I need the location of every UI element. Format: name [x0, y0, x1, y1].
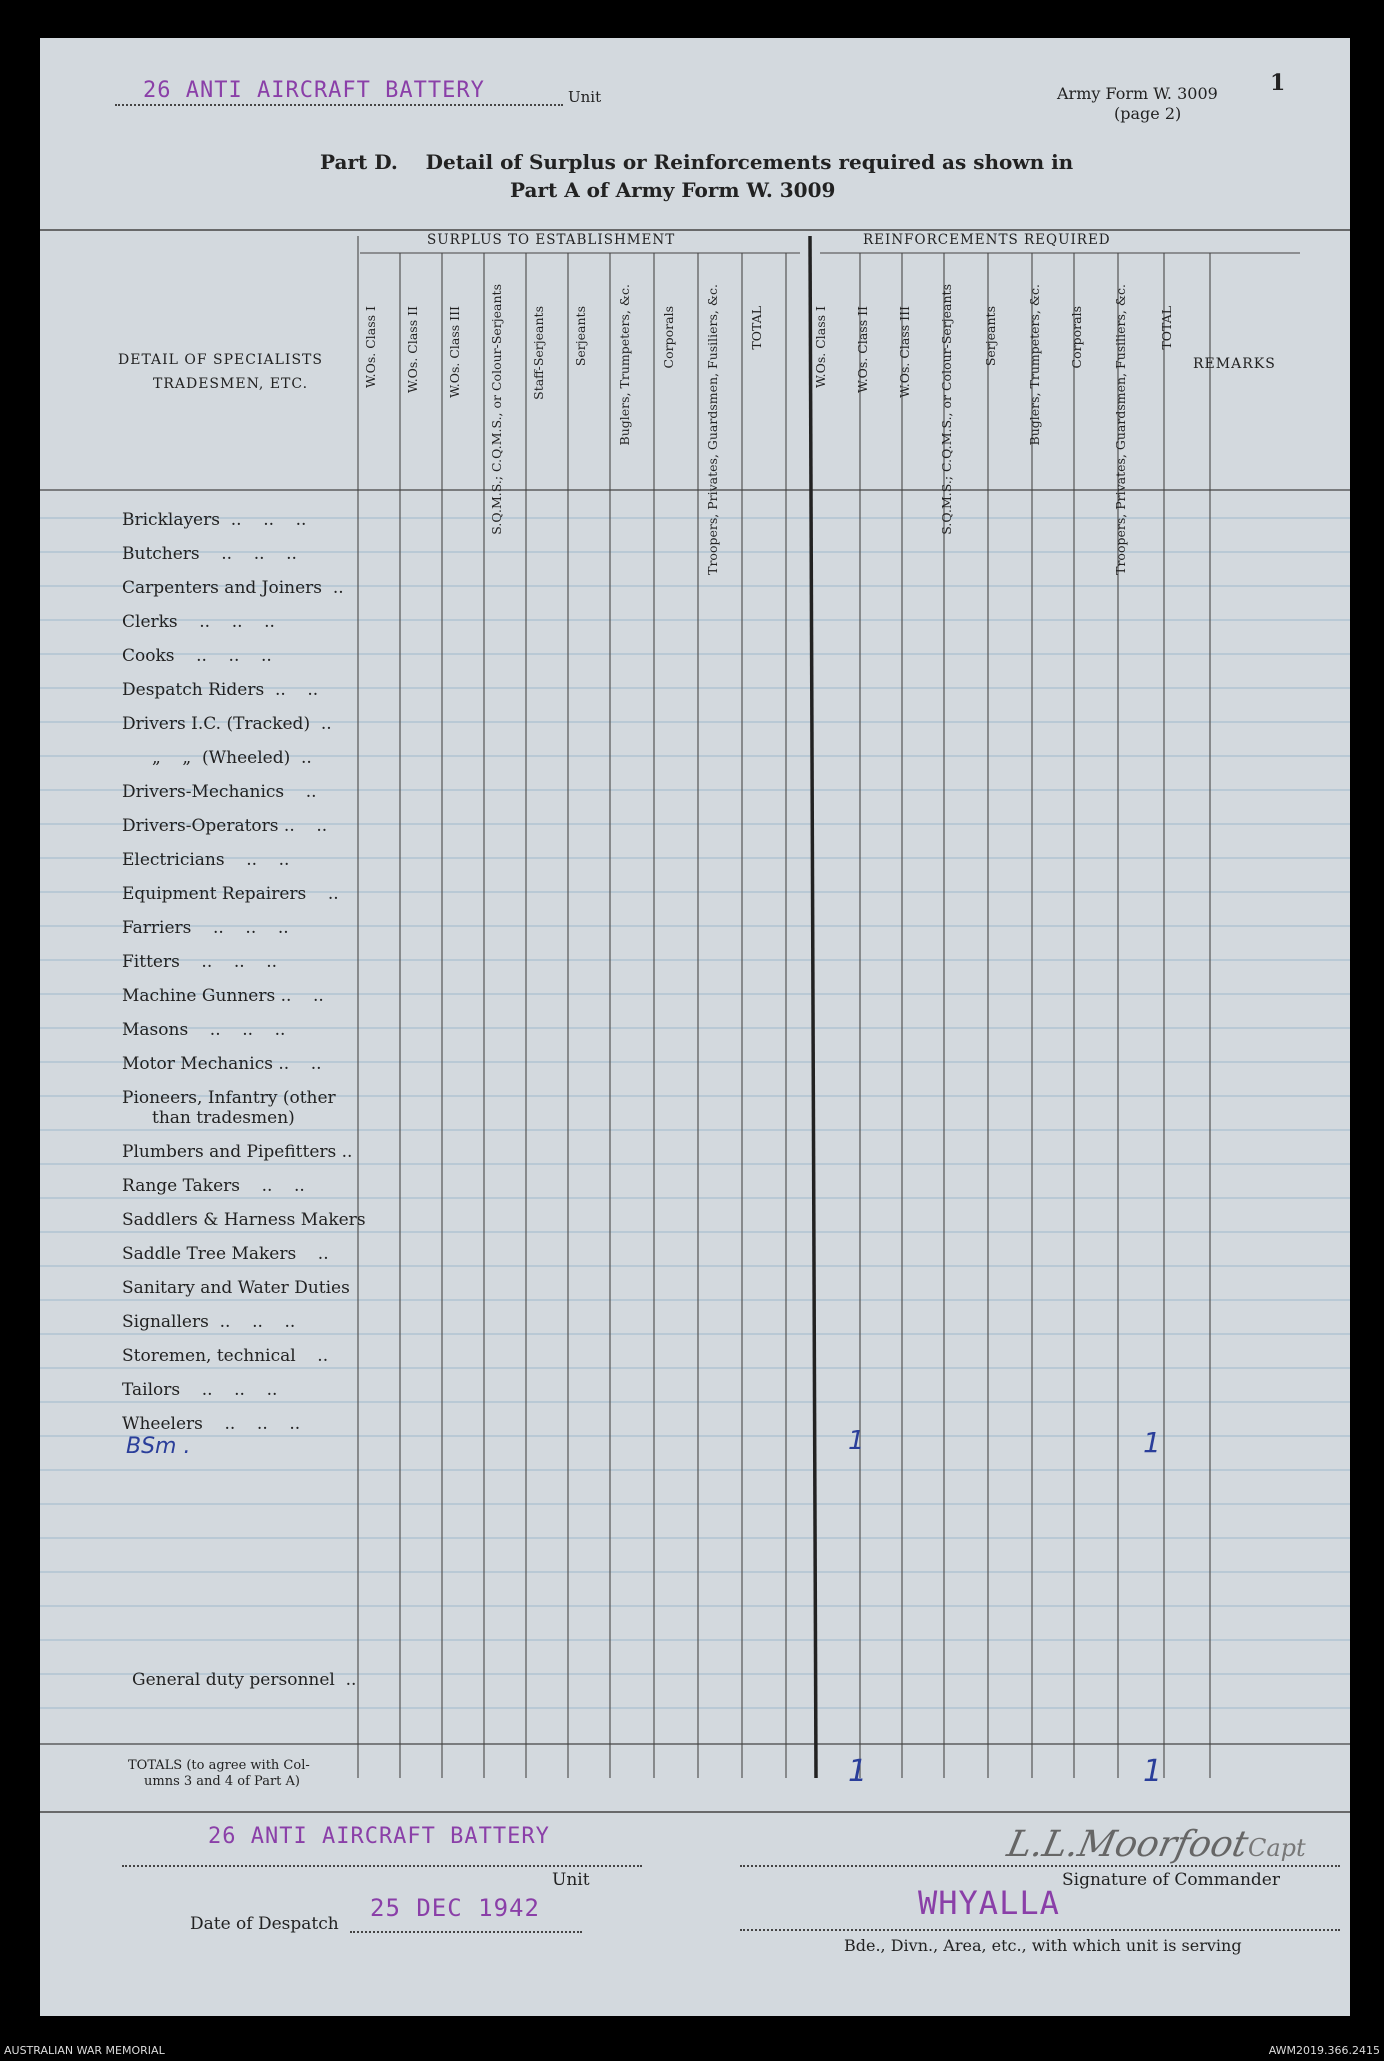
- surplus-col-header: W.Os. Class III: [447, 306, 462, 398]
- specialist-row-label: Machine Gunners .. ..: [122, 986, 324, 1006]
- specialist-row-label: Storemen, technical ..: [122, 1346, 329, 1366]
- detail-header-line2: TRADESMEN, ETC.: [153, 376, 309, 392]
- specialist-row-label: Despatch Riders .. ..: [122, 680, 319, 700]
- reinforcement-col-header: Serjeants: [983, 306, 998, 367]
- footer-unit-label: Unit: [552, 1870, 590, 1890]
- signature: L.L.Moorfoot: [1003, 1824, 1252, 1865]
- surplus-col-header: Staff-Serjeants: [531, 306, 546, 400]
- specialist-row-label: „ „ (Wheeled) ..: [152, 748, 312, 768]
- reinforcement-col-header: TOTAL: [1159, 306, 1174, 350]
- reinforcements-group-header: REINFORCEMENTS REQUIRED: [863, 232, 1111, 248]
- reinforcement-col-header: W.Os. Class III: [897, 306, 912, 398]
- corner-mark: 1: [1270, 70, 1286, 96]
- specialist-row-label: Signallers .. .. ..: [122, 1312, 296, 1332]
- signature-rank: Capt: [1248, 1834, 1306, 1862]
- reinforcement-col-header: Troopers, Privates, Guardsmen, Fusiliers, &c.: [1113, 284, 1128, 575]
- signature-label: Signature of Commander: [1062, 1870, 1280, 1890]
- form-title-line1: Part D. Detail of Surplus or Reinforcements required as shown in: [320, 150, 1074, 174]
- specialist-row-label: Drivers-Mechanics ..: [122, 782, 317, 802]
- detail-header-line1: DETAIL OF SPECIALISTS: [118, 352, 323, 368]
- date-label: Date of Despatch: [190, 1914, 339, 1934]
- surplus-col-header: Troopers, Privates, Guardsmen, Fusiliers, &c.: [705, 284, 720, 575]
- unit-label-header: Unit: [568, 88, 602, 106]
- specialist-row-label: Sanitary and Water Duties: [122, 1278, 350, 1298]
- handwritten-reinf-total: 1: [1143, 1426, 1161, 1459]
- surplus-group-header: SURPLUS TO ESTABLISHMENT: [427, 232, 676, 248]
- specialist-row-label: than tradesmen): [152, 1108, 295, 1128]
- specialist-row-label: Clerks .. .. ..: [122, 612, 275, 632]
- surplus-col-header: Buglers, Trumpeters, &c.: [617, 284, 632, 446]
- form-number: Army Form W. 3009: [1057, 84, 1218, 103]
- specialist-row-label: Bricklayers .. .. ..: [122, 510, 307, 530]
- totals-reinf-total: 1: [1143, 1754, 1163, 1789]
- specialist-row-label: Farriers .. .. ..: [122, 918, 289, 938]
- form-sheet: [40, 38, 1350, 2016]
- surplus-col-header: Corporals: [661, 306, 676, 369]
- remarks-header: REMARKS: [1193, 356, 1276, 372]
- area-stamp: WHYALLA: [918, 1884, 1060, 1922]
- specialist-row-label: Saddle Tree Makers ..: [122, 1244, 329, 1264]
- specialist-row-label: Drivers I.C. (Tracked) ..: [122, 714, 332, 734]
- unit-stamp-header: 26 ANTI AIRCRAFT BATTERY: [143, 78, 485, 103]
- specialist-row-label: Motor Mechanics .. ..: [122, 1054, 322, 1074]
- archive-id: AWM2019.366.2415: [1268, 2044, 1380, 2057]
- reinforcement-col-header: S.Q.M.S.; C.Q.M.S., or Colour-Serjeants: [939, 284, 954, 535]
- specialist-row-label: Masons .. .. ..: [122, 1020, 286, 1040]
- surplus-col-header: W.Os. Class II: [405, 306, 420, 393]
- date-dotted-line: [350, 1931, 582, 1933]
- form-page: (page 2): [1114, 104, 1182, 123]
- specialist-row-label: Wheelers .. .. ..: [122, 1414, 301, 1434]
- totals-label-line2: umns 3 and 4 of Part A): [144, 1774, 300, 1789]
- specialist-row-label: Electricians .. ..: [122, 850, 290, 870]
- reinforcement-col-header: W.Os. Class I: [813, 306, 828, 389]
- unit-stamp-footer: 26 ANTI AIRCRAFT BATTERY: [208, 1824, 550, 1849]
- date-stamp: 25 DEC 1942: [370, 1894, 540, 1922]
- unit-dotted-line: [115, 104, 563, 106]
- specialist-row-label: Drivers-Operators .. ..: [122, 816, 328, 836]
- area-line: [740, 1929, 1340, 1931]
- form-title-line2: Part A of Army Form W. 3009: [510, 178, 836, 202]
- general-duty-row: General duty personnel ..: [132, 1670, 357, 1690]
- totals-reinf-woii: 1: [848, 1754, 868, 1789]
- footer-unit-line: [122, 1865, 642, 1867]
- specialist-row-label: Saddlers & Harness Makers: [122, 1210, 366, 1230]
- totals-label-line1: TOTALS (to agree with Col-: [128, 1758, 310, 1773]
- signature-line: [740, 1865, 1340, 1867]
- surplus-col-header: TOTAL: [749, 306, 764, 350]
- surplus-col-header: W.Os. Class I: [363, 306, 378, 389]
- area-label: Bde., Divn., Area, etc., with which unit is serving: [844, 1936, 1242, 1955]
- archive-footer: [0, 2038, 1384, 2061]
- specialist-row-label: Plumbers and Pipefitters ..: [122, 1142, 353, 1162]
- specialist-row-label: Cooks .. .. ..: [122, 646, 272, 666]
- specialist-row-label: Range Takers .. ..: [122, 1176, 305, 1196]
- specialist-row-label: Carpenters and Joiners ..: [122, 578, 344, 598]
- archive-name: AUSTRALIAN WAR MEMORIAL: [4, 2044, 165, 2057]
- reinforcement-col-header: Corporals: [1069, 306, 1084, 369]
- specialist-row-label: Butchers .. .. ..: [122, 544, 297, 564]
- reinforcement-col-header: Buglers, Trumpeters, &c.: [1027, 284, 1042, 446]
- handwritten-bsm-label: BSm .: [126, 1434, 191, 1459]
- reinforcement-col-header: W.Os. Class II: [855, 306, 870, 393]
- specialist-row-label: Pioneers, Infantry (other: [122, 1088, 336, 1108]
- specialist-row-label: Tailors .. .. ..: [122, 1380, 278, 1400]
- surplus-col-header: S.Q.M.S.; C.Q.M.S., or Colour-Serjeants: [489, 284, 504, 535]
- handwritten-reinf-woii: 1: [848, 1426, 865, 1456]
- specialist-row-label: Equipment Repairers ..: [122, 884, 339, 904]
- specialist-row-label: Fitters .. .. ..: [122, 952, 278, 972]
- surplus-col-header: Serjeants: [573, 306, 588, 367]
